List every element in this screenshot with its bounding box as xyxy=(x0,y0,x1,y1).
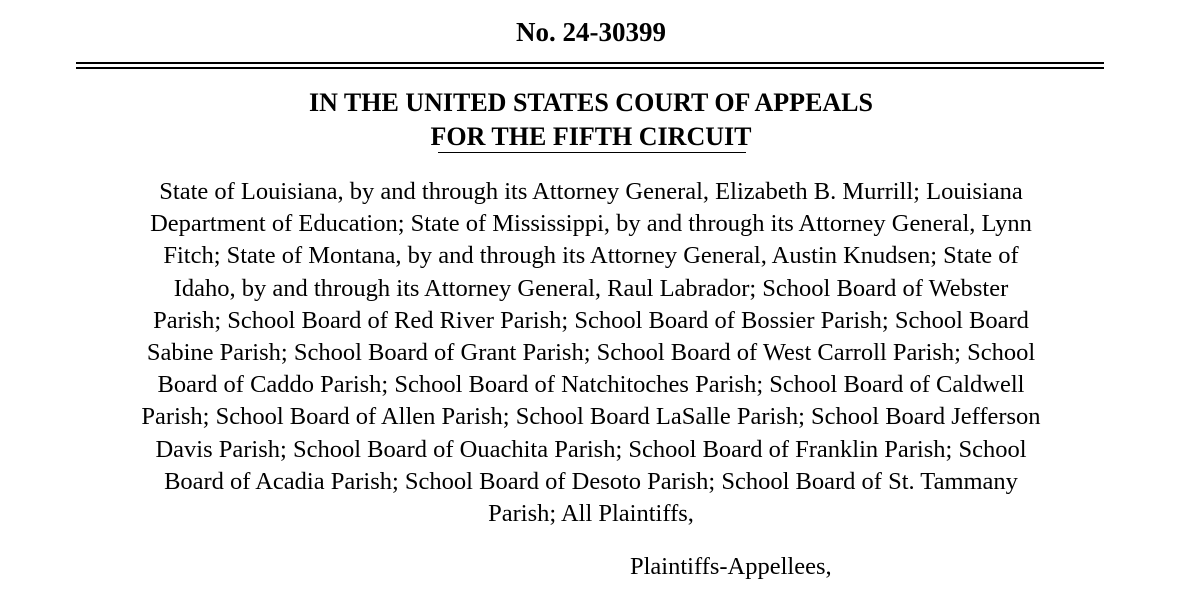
parties-line: Fitch; State of Montana, by and through its Attorney General, Austin Knudsen; State of xyxy=(163,242,1019,270)
parties-line: Parish; School Board of Allen Parish; School Board LaSalle Parish; School Board Jefferson xyxy=(141,403,1041,431)
court-name-heading xyxy=(0,86,1182,154)
parties-caption xyxy=(0,176,1182,530)
parties-line: Sabine Parish; School Board of Grant Parish; School Board of West Carroll Parish; School xyxy=(146,339,1036,367)
case-number: No. 24-30399 xyxy=(516,17,666,47)
court-name-line-2: FOR THE FIFTH CIRCUIT xyxy=(430,122,752,151)
parties-line: Parish; School Board of Red River Parish; School Board of Bossier Parish; School Board xyxy=(153,306,1029,334)
parties-line: Board of Acadia Parish; School Board of Desoto Parish; School Board of St. Tammany xyxy=(164,467,1018,495)
parties-line: Department of Education; State of Mississippi, by and through its Attorney General, Lynn xyxy=(150,210,1032,238)
parties-line: Parish; All Plaintiffs, xyxy=(488,500,694,528)
court-name-line-1: IN THE UNITED STATES COURT OF APPEALS xyxy=(308,88,873,117)
parties-line: Board of Caddo Parish; School Board of Natchitoches Parish; School Board of Caldwell xyxy=(157,371,1025,399)
double-divider-rule xyxy=(76,62,1104,69)
short-divider-rule xyxy=(438,152,746,153)
party-designation: Plaintiffs-Appellees, xyxy=(630,553,832,580)
parties-line: Davis Parish; School Board of Ouachita Parish; School Board of Franklin Parish; School xyxy=(155,435,1027,463)
parties-line: State of Louisiana, by and through its Attorney General, Elizabeth B. Murrill; Louisiana xyxy=(159,178,1023,205)
parties-line: Idaho, by and through its Attorney General, Raul Labrador; School Board of Webster xyxy=(173,274,1009,302)
